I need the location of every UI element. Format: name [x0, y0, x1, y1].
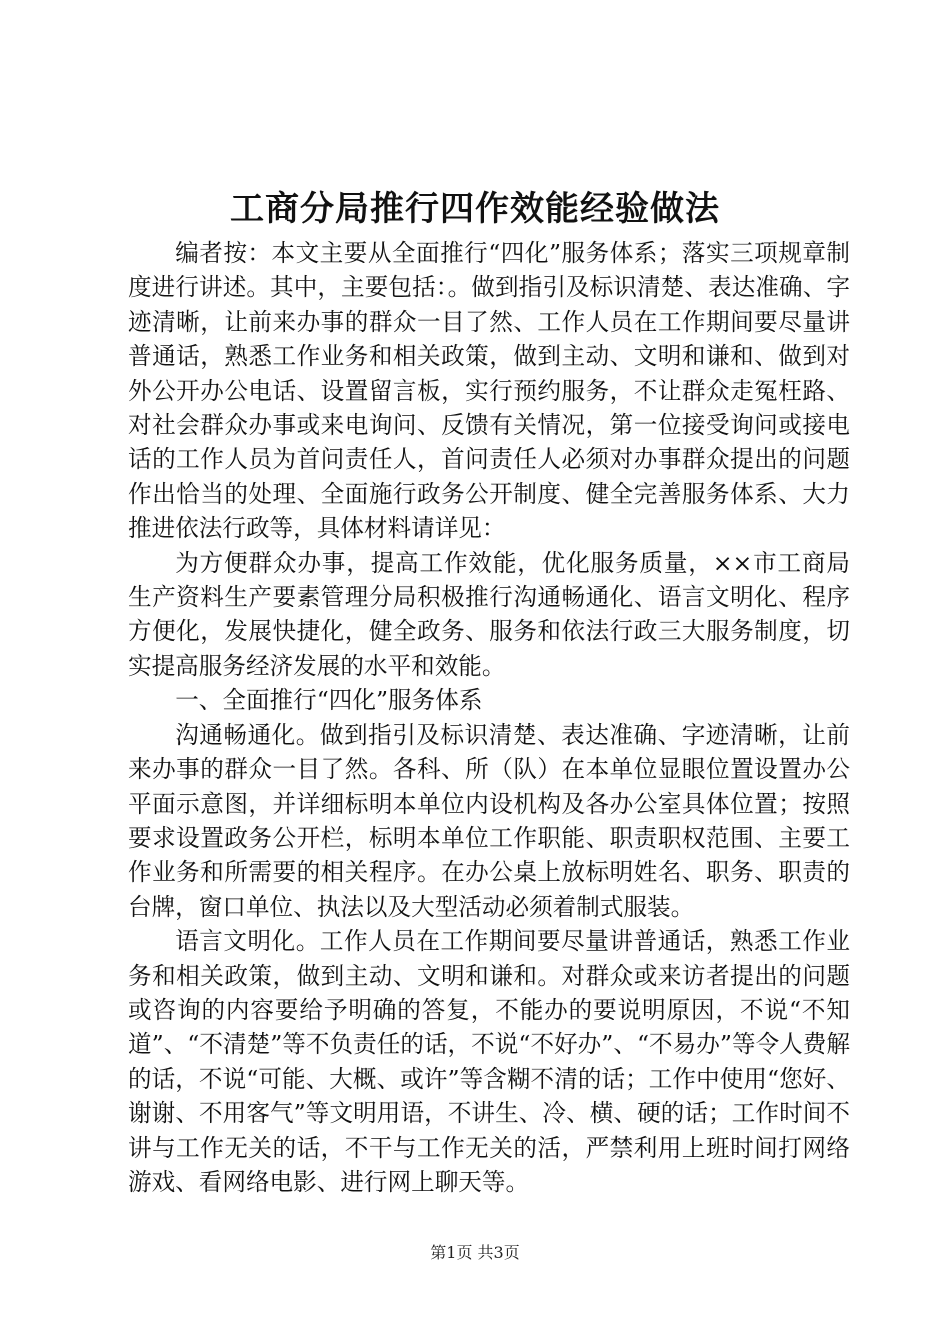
editor-note-paragraph: 编者按：本文主要从全面推行“四化”服务体系；落实三项规章制度进行讲述。其中，主要包括：。做到指引及标识清楚、表达准确、字迹清晰，让前来办事的群众一目了然、工作人员在工作期间要尽量讲普通话，熟悉工作业务和相关政策，做到主动、文明和谦和、做到对外公开办公电话、设置留言板，实行预约服务，不让群众走冤枉路、对社会群众办事或来电询问、反馈有关情况，第一位接受询问或接电话的工作人员为首问责任人，首问责任人必须对办事群众提出的问题作出恰当的处理、全面施行政务公开制度、健全完善服务体系、大力推进依法行政等，具体材料请详见：: [128, 239, 850, 543]
communication-paragraph: 沟通畅通化。做到指引及标识清楚、表达准确、字迹清晰，让前来办事的群众一目了然。各科、所（队）在本单位显眼位置设置办公平面示意图，并详细标明本单位内设机构及各办公室具体位置；按照要求设置政务公开栏，标明本单位工作职能、职责职权范围、主要工作业务和所需要的相关程序。在办公桌上放标明姓名、职务、职责的台牌，窗口单位、执法以及大型活动必须着制式服装。: [128, 720, 850, 921]
page-footer: 第1页 共3页: [430, 1243, 520, 1262]
intro-paragraph: 为方便群众办事，提高工作效能，优化服务质量，××市工商局生产资料生产要素管理分局积极推行沟通畅通化、语言文明化、程序方便化，发展快捷化，健全政务、服务和依法行政三大服务制度，切实提高服务经济发展的水平和效能。: [128, 548, 850, 680]
document-title: 工商分局推行四作效能经验做法: [230, 189, 720, 229]
document-body: [128, 236, 850, 1199]
section-heading: 一、全面推行“四化”服务体系: [175, 686, 483, 715]
language-paragraph: 语言文明化。工作人员在工作期间要尽量讲普通话，熟悉工作业务和相关政策，做到主动、文明和谦和。对群众或来访者提出的问题或咨询的内容要给予明确的答复，不能办的要说明原因，不说“不知道”、“不清楚”等不负责任的话，不说“不好办”、“不易办”等令人费解的话，不说“可能、大概、或许”等含糊不清的话；工作中使用“您好、谢谢、不用客气”等文明用语，不讲生、冷、横、硬的话；工作时间不讲与工作无关的话，不干与工作无关的活，严禁利用上班时间打网络游戏、看网络电影、进行网上聊天等。: [128, 927, 850, 1196]
